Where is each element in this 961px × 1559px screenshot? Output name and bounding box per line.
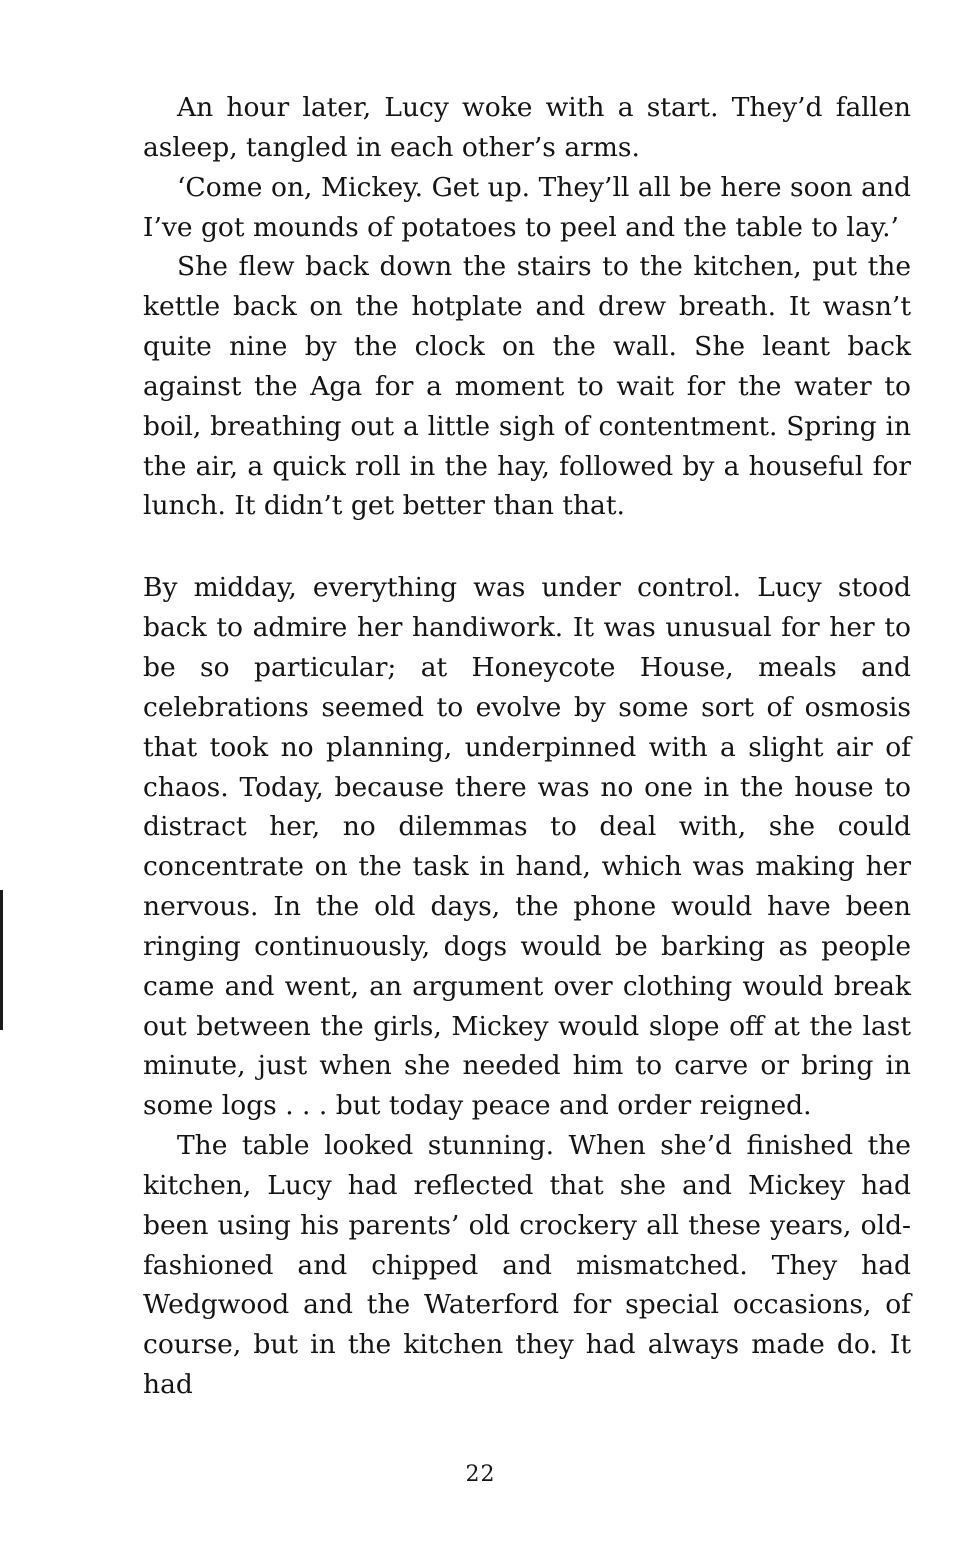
body-text: [143, 88, 911, 1405]
paragraph-3: She flew back down the stairs to the kitchen, put the kettle back on the hotplate and drew breath. It wasn’t quite nine by the clock on the wall. She leant back against the Aga for a moment to wait for the water to boil, breathing out a little sigh of contentment. Spring in the air, a quick roll in the hay, followed by a houseful for lunch. It didn’t get better than that.: [143, 251, 911, 522]
section-break: [143, 526, 911, 568]
page-edge-shadow: [0, 890, 3, 1030]
paragraph-5: The table looked stunning. When she’d finished the kitchen, Lucy had reflected that she and Mickey had been using his parents’ old crockery all these years, old-fashioned and chipped and mismatched. They had Wedgwood and the Waterford for special occasions, of course, but in the kitchen they had always made do. It had: [143, 1130, 911, 1401]
page-number: 22: [465, 1462, 496, 1487]
paragraph-4: By midday, everything was under control. Lucy stood back to admire her handiwork. It was unusual for her to be so particular; at Honeycote House, meals and celebrations seemed to evolve by some sort of osmosis that took no planning, underpinned with a slight air of chaos. Today, because there was no one in the house to distract her, no dilemmas to deal with, she could concentrate on the task in hand, which was making her nervous. In the old days, the phone would have been ringing continuously, dogs would be barking as people came and went, an argument over clothing would break out between the girls, Mickey would slope off at the last minute, just when she needed him to carve or bring in some logs . . . but today peace and order reigned.: [143, 572, 911, 1122]
paragraph-2: ‘Come on, Mickey. Get up. They’ll all be here soon and I’ve got mounds of potatoes to peel and the table to lay.’: [143, 171, 911, 243]
paragraph-1: An hour later, Lucy woke with a start. They’d fallen asleep, tangled in each other’s arms.: [143, 92, 911, 163]
